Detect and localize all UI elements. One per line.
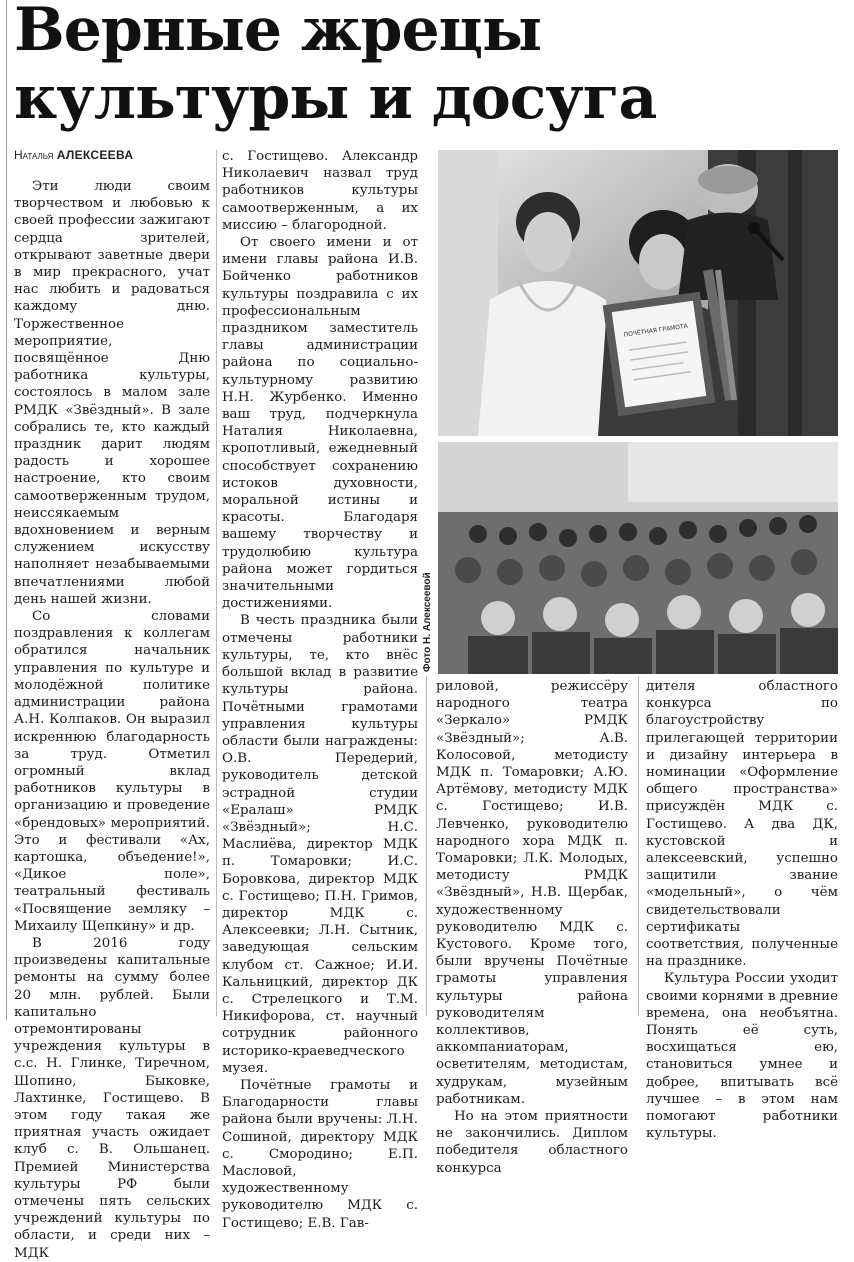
paragraph: дителя областного конкурса по благоустройству прилегающей территории и дизайну интерьера в номинации «Оформление общего пространства» присуждён МДК с. Гостищево. А два ДК, кустовской и алексеевский, успешно защитили звание «модельный», о чём свидетельствовали сертификаты соответствия, полученные на празднике. bbox=[646, 679, 838, 970]
paragraph: Культура России уходит своими корнями в древние времена, она необъятна. Понять её суть, восхищаться ею, становиться умнее и добрее, впитывать всё лучшее – в этом нам помогают работники культуры. bbox=[646, 971, 838, 1142]
paragraph: риловой, режиссёру народного театра «Зеркало» РМДК «Звёздный»; А.В. Колосовой, методисту МДК п. Томаровки; А.Ю. Артёмову, методисту МДК с. Гостищево; И.В. Левченко, руководителю народного хора МДК п. Томаровки; Л.К. Молодых, методисту РМДК «Звёздный», Н.В. Щербак, художественному руководителю МДК с. Кустового. Кроме того, были вручены Почётные грамоты управления культуры района руководителям коллективов, аккомпаниаторам, осветителям, методистам, худрукам, музейным работникам. bbox=[436, 679, 628, 1107]
author-surname: АЛЕКСЕЕВА bbox=[56, 148, 134, 162]
column-divider bbox=[426, 676, 427, 1016]
headline-line-1: Верные жрецы bbox=[14, 0, 542, 65]
paragraph: Со словами поздравления к коллегам обратился начальник управления по культуре и молодёжной политике администрации района А.Н. Колпаков. Он выразил искреннюю благодарность за труд. Отметил огромный вклад работников культуры в организацию и проведение «брендовых» мероприятий. Это и фестивали «Ах, картошка, объедение!», «Дикое поле», театральный фестиваль «Посвящение земляку – Михаилу Щепкину» и др. bbox=[14, 609, 210, 934]
paragraph: В честь праздника были отмечены работники культуры, те, кто внёс большой вклад в развитие культуры района. Почётными грамотами управления культуры области были награждены: О.В. Передерий, руководитель детской эстрадной студии «Ералаш» РМДК «Звёздный»; Н.С. Маслиёва, директор МДК п. Томаровки; И.С. Боровкова, директор МДК с. Гостищево; П.Н. Гримов, директор МДК с. Алексеевки; Л.Н. Сытник, заведующая сельским клубом ст. Сажное; И.И. Кальницкий, директор ДК с. Стрелецкого и Т.М. Никифорова, ст. научный сотрудник районного историко-краеведческого музея. bbox=[222, 613, 418, 1076]
article-column-1 bbox=[14, 178, 210, 1261]
byline bbox=[14, 148, 133, 162]
paragraph: От своего имени и от имени главы района И.В. Бойченко работников культуры поздравила с их профессиональным праздником заместитель главы администрации района по социально-культурному развитию Н.Н. Журбенко. Именно ваш труд, подчеркнула Наталия Николаевна, кропотливый, ежедневный способствует сохранению истоков духовности, моральной истины и красоты. Благодаря вашему творчеству и трудолюбию культура района может гордиться значительными достижениями. bbox=[222, 235, 418, 612]
left-page-edge bbox=[6, 0, 7, 1020]
photo-credit: Фото Н. Алексеевой bbox=[422, 572, 433, 672]
article-column-2 bbox=[222, 148, 418, 1231]
article-column-4 bbox=[646, 678, 838, 1142]
column-divider bbox=[216, 150, 217, 1016]
headline bbox=[14, 0, 656, 132]
certificate-text: ПОЧЁТНАЯ ГРАМОТА bbox=[623, 322, 689, 339]
column-divider bbox=[638, 676, 639, 1016]
audience-illustration bbox=[438, 442, 838, 674]
paragraph: Но на этом приятности не закончились. Диплом победителя областного конкурса bbox=[436, 1109, 628, 1176]
paragraph: Почётные грамоты и Благодарности главы района были вручены: Л.Н. Сошиной, директору МДК с. Смородино; Е.П. Масловой, художественному руководителю МДК с. Гостищево; Е.В. Гав- bbox=[222, 1077, 418, 1231]
paragraph: В 2016 году произведены капитальные ремонты на сумму более 20 млн. рублей. Были капитально отремонтированы учреждения культуры в с.с. Н. Глинке, Тиречном, Шопино, Быковке, Лахтинке, Гостищево. В этом году такая же приятная участь ожидает клуб с. В. Ольшанец. Премией Министерства культуры РФ были отмечены пять сельских учреждений культуры по области, и среди них – МДК bbox=[14, 935, 210, 1261]
author-given-name: Наталья bbox=[14, 148, 54, 162]
audience-photo bbox=[438, 442, 838, 674]
article-column-3 bbox=[436, 678, 628, 1176]
paragraph: Эти люди своим творчеством и любовью к своей профессии зажигают сердца зрителей, открывают заветные двери в мир прекрасного, учат нас любить и радоваться каждому дню. Торжественное мероприятие, посвящённое Дню работника культуры, состоялось в малом зале РМДК «Звёздный». В зале собрались те, кто каждый праздник дарит людям радость и хорошее настроение, кто своим самоотверженным трудом, неиссякаемым вдохновением и верным служением искусству наполняет незабываемыми впечатлениями любой день нашей жизни. bbox=[14, 179, 210, 607]
award-ceremony-illustration bbox=[438, 150, 838, 436]
award-ceremony-photo bbox=[438, 150, 838, 436]
headline-line-2: культуры и досуга bbox=[14, 63, 657, 133]
paragraph: с. Гостищево. Александр Николаевич назвал труд работников культуры самоотверженным, а их миссию – благородной. bbox=[222, 149, 418, 233]
